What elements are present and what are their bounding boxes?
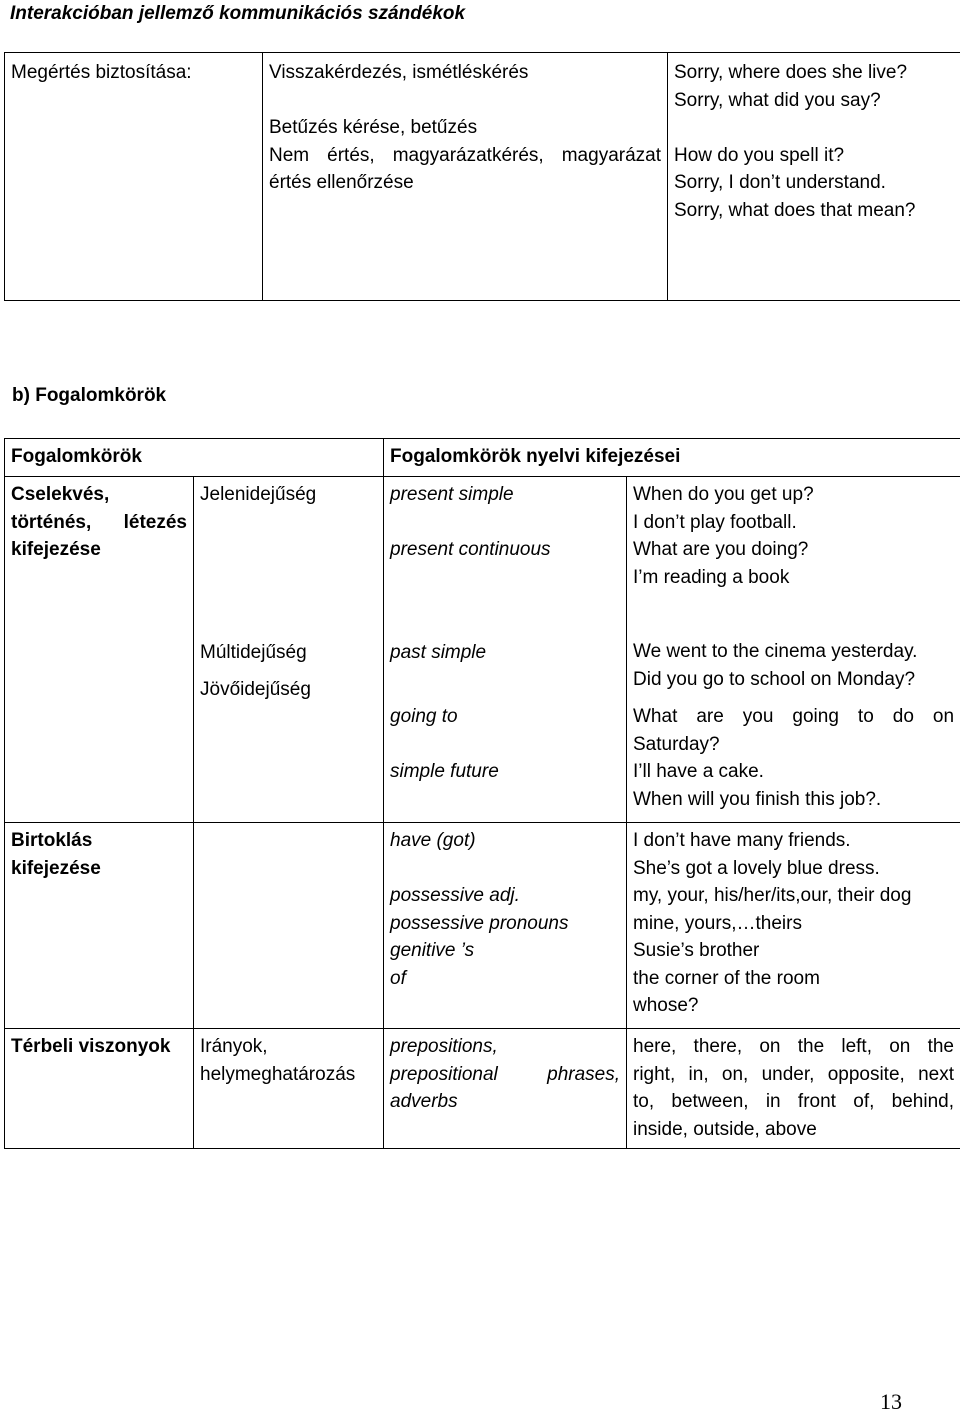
possession-forms: have (got) possessive adj. possessive pronouns genitive ’s of: [384, 823, 627, 1029]
example-text: How do you spell it?: [674, 142, 954, 170]
category-action: Cselekvés, történés, létezés kifejezése: [5, 477, 194, 823]
header-expressions: Fogalomkörök nyelvi kifejezései: [384, 439, 960, 477]
example-text: Sorry, what did you say?: [674, 87, 954, 115]
tense-present: Jelenidejűség Múltidejűség Jövőidejűség: [194, 477, 384, 823]
possession-examples: I don’t have many friends. She’s got a lovely blue dress. my, your, his/her/its,our, their dog mine, yours,…theirs Susie’s brother the corner of the room whose?: [627, 823, 960, 1029]
examples-cell: When do you get up? I don’t play football. What are you doing? I’m reading a book We went to the cinema yesterday. Did you go to school on Monday? What are you going to do on Saturday? I’ll have a cake. When will you finish this job?.: [627, 477, 960, 823]
tense-future: Jövőidejűség: [200, 676, 377, 704]
section-heading: b) Fogalomkörök: [12, 382, 166, 410]
example-text: Sorry, I don’t understand.: [674, 169, 954, 197]
example-cell: [668, 53, 960, 301]
section-title: Interakcióban jellemző kommunikációs szándékok: [10, 0, 465, 28]
possession-subcategory: [194, 823, 384, 1029]
category-spatial: Térbeli viszonyok: [5, 1029, 194, 1149]
concept-table: [4, 438, 960, 1149]
header-concepts: Fogalomkörök: [5, 439, 384, 477]
spatial-examples: here, there, on the left, on the right, in, on, under, opposite, next to, between, in front of, behind, inside, outside, above: [627, 1029, 960, 1149]
intent-text: értés ellenőrzése: [269, 169, 661, 197]
communication-table: [4, 52, 960, 301]
tense-past: Múltidejűség: [200, 639, 377, 667]
intent-text: Nem értés, magyarázatkérés, magyarázat: [269, 142, 661, 170]
intent-cell: [263, 53, 668, 301]
intent-group-label: Megértés biztosítása:: [5, 53, 263, 301]
example-text: Sorry, what does that mean?: [674, 197, 954, 225]
example-text: Sorry, where does she live?: [674, 59, 954, 87]
category-possession: Birtoklás kifejezése: [5, 823, 194, 1029]
intent-text: Visszakérdezés, ismétléskérés: [269, 59, 661, 87]
intent-text: Betűzés kérése, betűzés: [269, 114, 661, 142]
page-number: 13: [880, 1388, 902, 1416]
spatial-forms: prepositions, prepositional phrases, adverbs: [384, 1029, 627, 1149]
forms-cell: present simple present continuous past simple going to simple future: [384, 477, 627, 823]
spatial-subcategory: Irányok, helymeghatározás: [194, 1029, 384, 1149]
